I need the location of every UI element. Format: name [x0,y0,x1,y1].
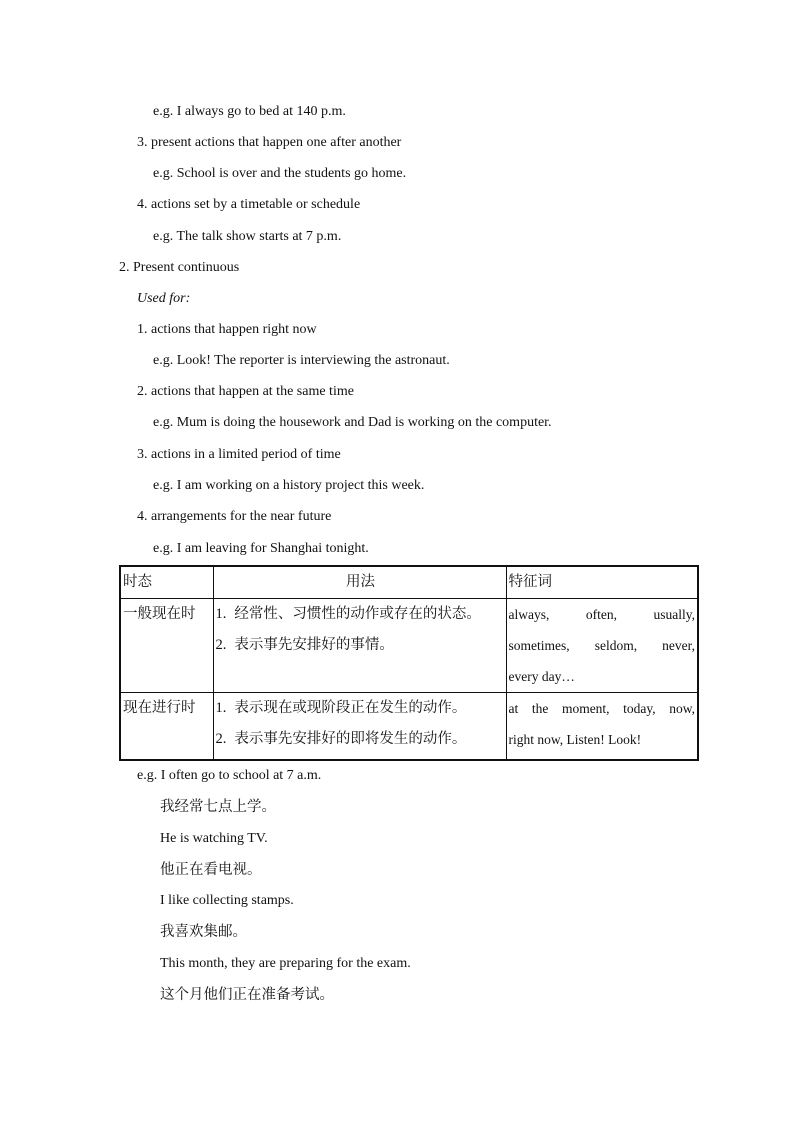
usage-text: 表示事先安排好的事情。 [234,637,394,653]
example-line: e.g. I am working on a history project this week. [153,478,425,493]
table-row [120,599,698,693]
keyword-line: every day… [508,669,575,684]
translation-line: 我喜欢集邮。 [160,924,247,940]
translation-line: 我经常七点上学。 [160,799,276,815]
translation-line: 他正在看电视。 [160,862,262,878]
tense-table [119,565,699,761]
table-row [120,693,698,761]
usage-item: 1. actions that happen right now [137,322,317,337]
example-line: e.g. Mum is doing the housework and Dad is working on the computer. [153,415,552,430]
example-line: He is watching TV. [160,831,268,846]
header-usage: 用法 [213,566,506,599]
keyword-line: always, often, usually, [508,607,695,622]
header-tense: 时态 [120,566,213,599]
example-line: e.g. The talk show starts at 7 p.m. [153,229,342,244]
keywords-cell [506,599,698,693]
keyword-line: sometimes, seldom, never, [508,638,695,653]
translation-line: 这个月他们正在准备考试。 [160,987,334,1003]
usage-text: 经常性、习惯性的动作或存在的状态。 [234,606,481,622]
example-line: e.g. I often go to school at 7 a.m. [137,768,322,783]
keyword-line: at the moment, today, now, [508,701,695,716]
example-line: e.g. Look! The reporter is interviewing the astronaut. [153,353,450,368]
usage-number: 1. [215,606,227,622]
usage-text: 表示事先安排好的即将发生的动作。 [234,731,467,747]
usage-number: 2. [215,637,227,653]
usage-item: 3. present actions that happen one after another [137,135,402,150]
usage-number: 2. [215,731,227,747]
section-heading: 2. Present continuous [119,260,240,275]
keyword-line: right now, Listen! Look! [508,732,642,747]
example-line: This month, they are preparing for the exam. [160,956,411,971]
tense-cell: 现在进行时 [120,693,213,761]
example-line: e.g. I am leaving for Shanghai tonight. [153,541,369,556]
example-line: e.g. I always go to bed at 140 p.m. [153,104,346,119]
header-keywords: 特征词 [506,566,698,599]
usage-item: 3. actions in a limited period of time [137,447,341,462]
usage-item: 4. arrangements for the near future [137,509,332,524]
used-for-label: Used for: [137,291,191,306]
usage-item: 4. actions set by a timetable or schedule [137,197,361,212]
example-line: e.g. School is over and the students go home. [153,166,407,181]
table-header-row [120,566,698,599]
usage-number: 1. [215,700,227,716]
usage-cell [213,693,506,761]
usage-cell [213,599,506,693]
usage-text: 表示现在或现阶段正在发生的动作。 [234,700,467,716]
keywords-cell [506,693,698,761]
tense-cell: 一般现在时 [120,599,213,693]
example-line: I like collecting stamps. [160,893,294,908]
usage-item: 2. actions that happen at the same time [137,384,354,399]
